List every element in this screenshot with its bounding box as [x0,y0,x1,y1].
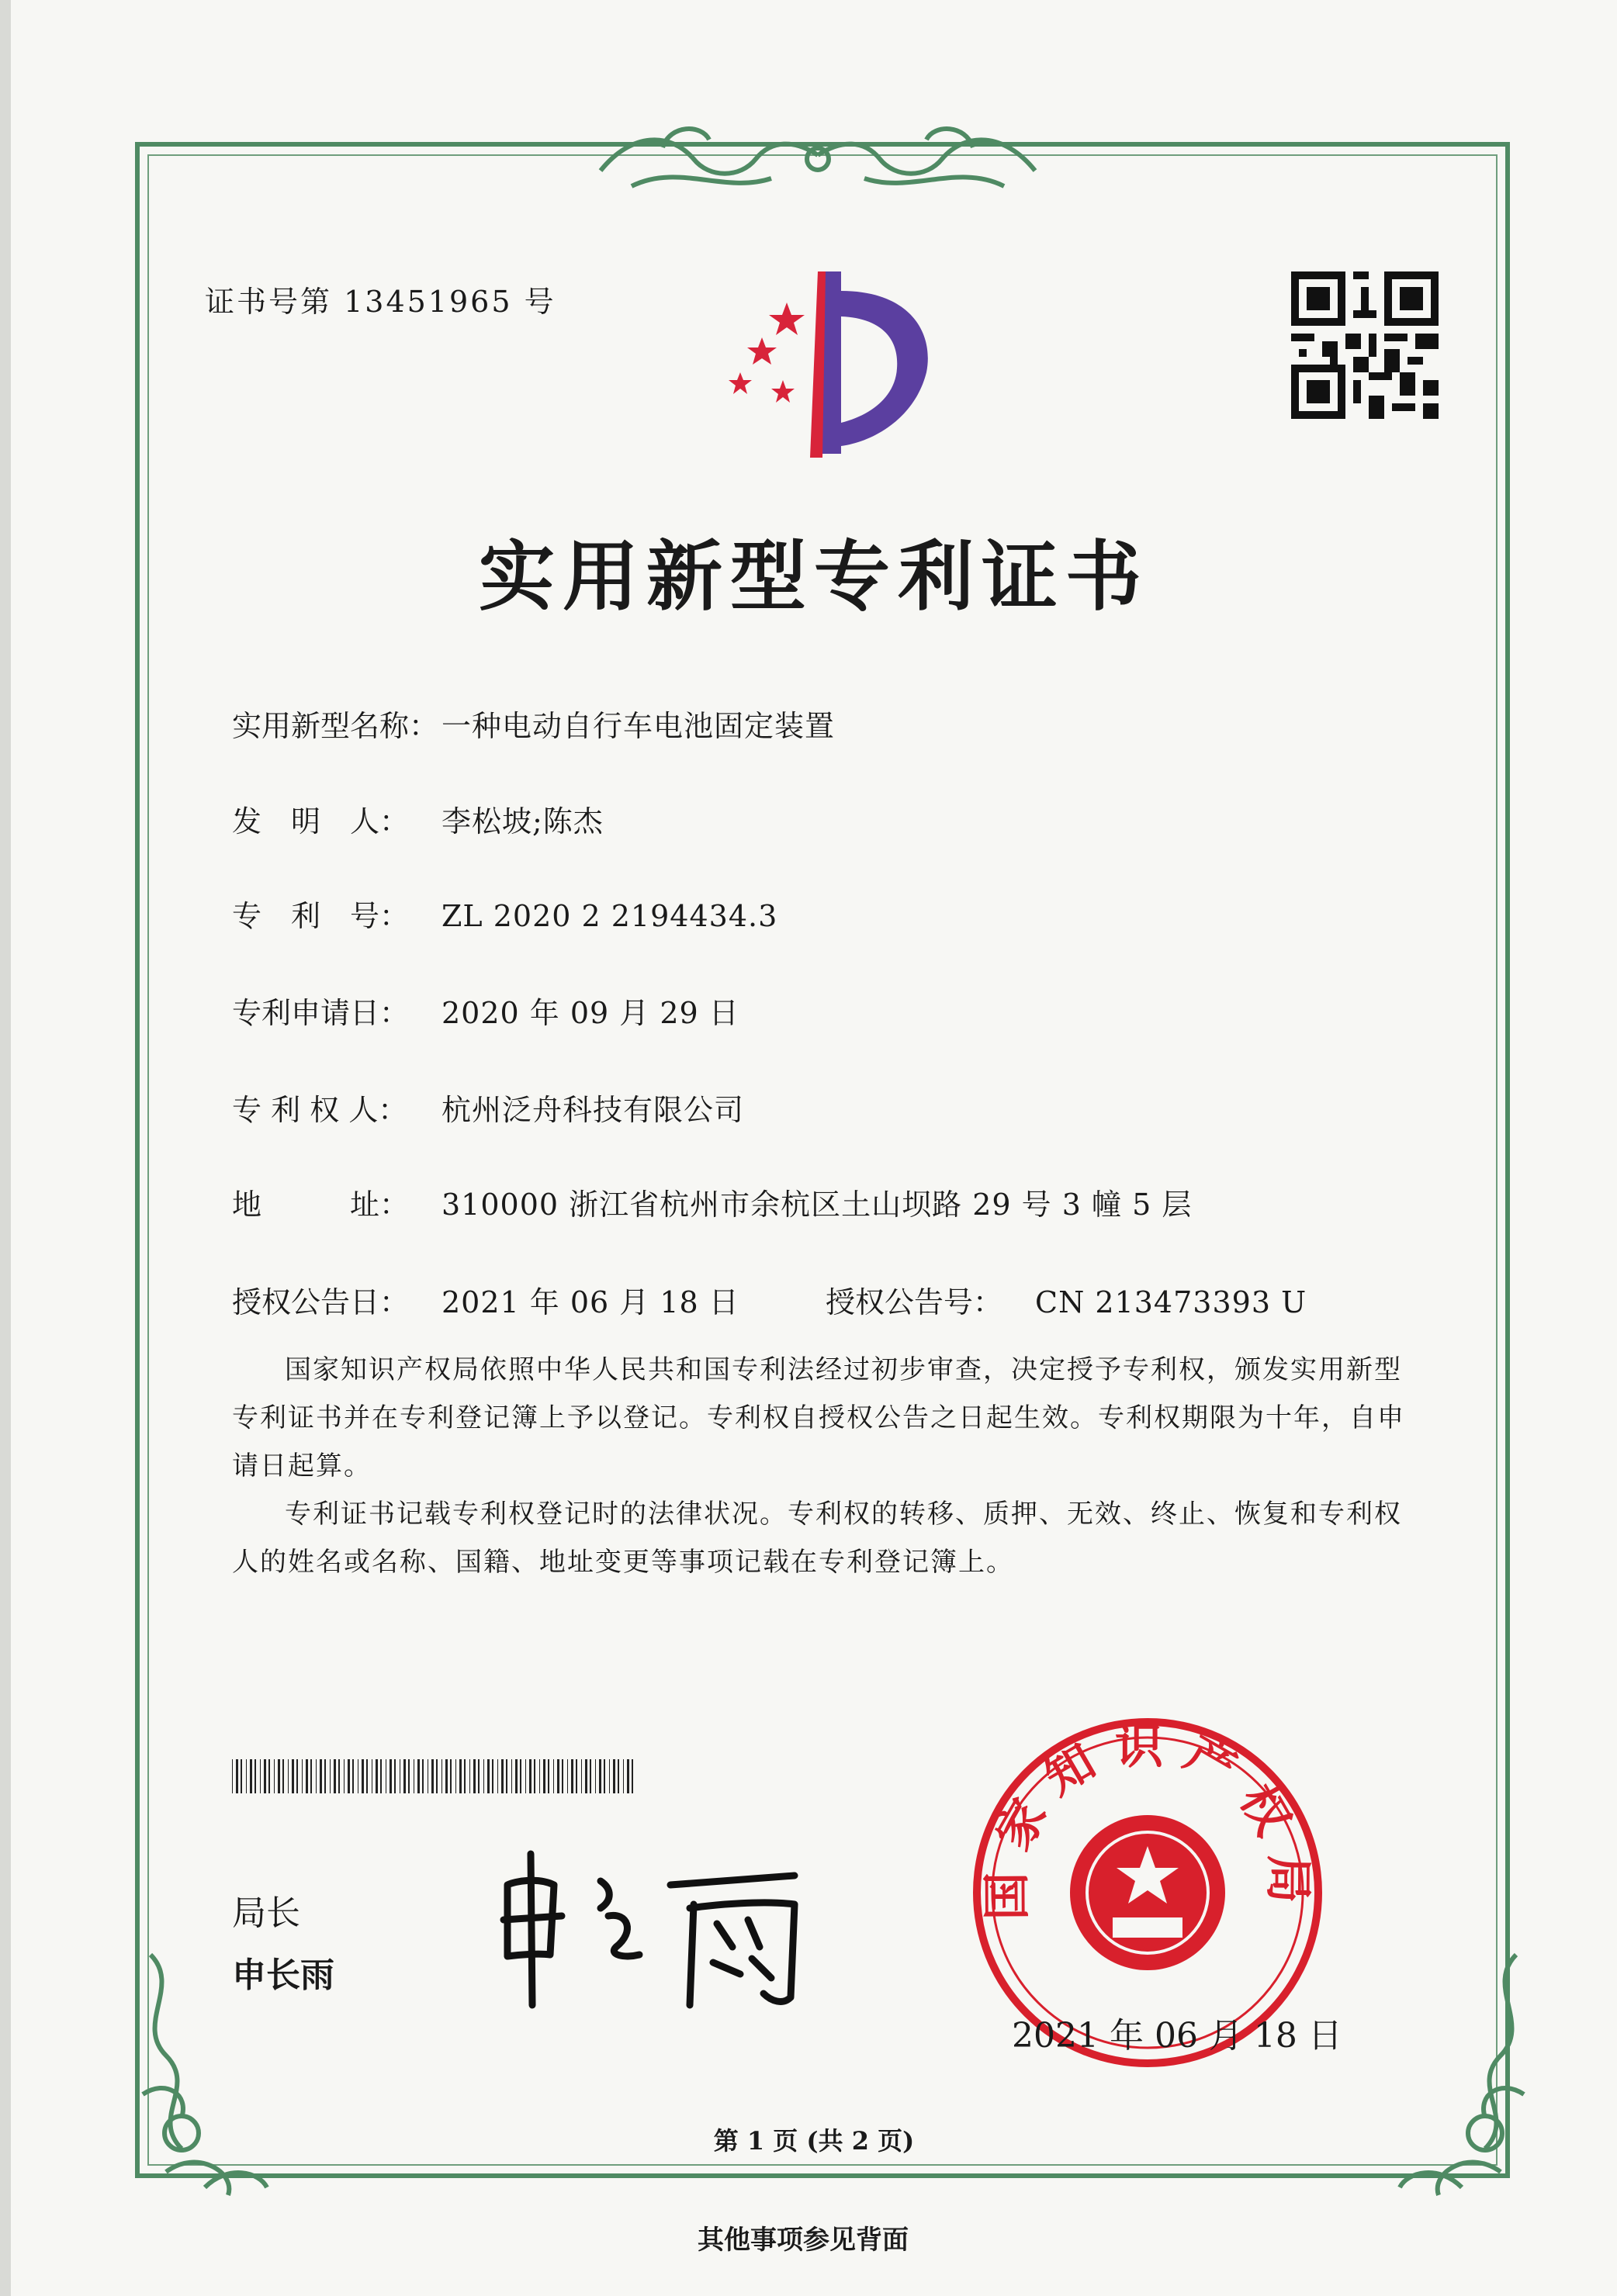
barcode-bar [408,1759,410,1793]
barcode-bar [585,1759,587,1793]
field-announcement-number [826,1278,1307,1321]
field-value: CN 213473393 U [1035,1285,1307,1319]
barcode-bar [557,1759,559,1793]
barcode-bar [609,1759,610,1793]
field-value: 2020 年 09 月 29 日 [441,996,739,1030]
barcode-bar [623,1759,624,1793]
barcode-bar [441,1759,442,1793]
field-value: 一种电动自行车电池固定装置 [441,709,836,743]
barcode-bar [338,1759,340,1793]
barcode-bar [254,1759,256,1793]
barcode-bar [282,1759,284,1793]
barcode-bar [417,1759,420,1793]
barcode-bar [422,1759,424,1793]
barcode-bar [581,1759,582,1793]
barcode-bar [632,1759,633,1793]
barcode-bar [483,1759,484,1793]
barcode-bar [473,1759,476,1793]
certificate-number-label: 证书号第 [205,285,333,319]
cnipa-logo-icon [709,264,942,465]
barcode-bar [469,1759,470,1793]
barcode-bar [445,1759,448,1793]
barcode-bar [567,1759,568,1793]
barcode-bar [478,1759,480,1793]
barcode-bar [376,1759,378,1793]
barcode-bar [455,1759,456,1793]
barcode-bar [525,1759,526,1793]
field-value: 杭州泛舟科技有限公司 [441,1093,745,1127]
barcode-bar [344,1759,345,1793]
field-label: 发 明 人： [232,804,410,839]
barcode-bar [288,1759,289,1793]
page-title: 实用新型专利证书 [478,532,1149,621]
barcode-bar [515,1759,518,1793]
legal-paragraph: 专利证书记载专利权登记时的法律状况。专利权的转移、质押、无效、终止、恢复和专利权人的姓名或名称、国籍、地址变更等事项记载在专利登记簿上。 [232,1499,1402,1578]
barcode-bar [334,1759,336,1793]
barcode-bar [501,1759,504,1793]
barcode-bar [459,1759,462,1793]
field-inventor [232,797,604,840]
barcode-bar [264,1759,266,1793]
field-value: ZL 2020 2 2194434.3 [441,899,778,933]
barcode-bar [241,1759,242,1793]
barcode-bar [296,1759,298,1793]
barcode-bar [576,1759,577,1793]
barcode-bar [627,1759,629,1793]
barcode-bar [543,1759,545,1793]
field-label: 授权公告日： [232,1285,410,1319]
certificate-number-value: 13451965 [344,285,513,319]
barcode-bar [548,1759,549,1793]
field-value: 李松坡;陈杰 [441,804,604,839]
field-label: 实用新型名称： [232,709,439,743]
barcode-bar [511,1759,512,1793]
top-ornament-icon [585,116,1051,202]
certificate-number-suffix: 号 [524,285,556,319]
barcode-bar [599,1759,601,1793]
director-name: 申长雨 [232,1955,334,1995]
field-grant-date [232,1278,739,1321]
barcode-icon [232,1759,635,1793]
barcode-bar [330,1759,331,1793]
barcode-bar [464,1759,466,1793]
field-label: 专 利 号： [232,899,410,933]
back-note: 其他事项参见背面 [698,2225,909,2256]
barcode-bar [250,1759,252,1793]
field-patentee [232,1086,744,1129]
barcode-bar [595,1759,596,1793]
field-label: 地 址： [232,1188,410,1222]
seal-text: 国家知识产权局 [978,1717,1317,1921]
barcode-bar [571,1759,573,1793]
barcode-bar [562,1759,563,1793]
barcode-bar [520,1759,521,1793]
field-label: 专利申请日： [232,996,410,1030]
barcode-bar [403,1759,406,1793]
barcode-bar [278,1759,280,1793]
field-application-date [232,989,739,1032]
barcode-bar [352,1759,354,1793]
barcode-bar [492,1759,493,1793]
barcode-bar [497,1759,498,1793]
barcode-bar [316,1759,317,1793]
field-value: 2021 年 06 月 18 日 [441,1285,739,1319]
page-number: 第 1 页 (共 2 页) [713,2126,915,2156]
legal-paragraph: 国家知识产权局依照中华人民共和国专利法经过初步审查，决定授予专利权，颁发实用新型专利证书并在专利登记簿上予以登记。专利权自授权公告之日起生效。专利权期限为十年，自申请日起算。 [232,1354,1405,1482]
barcode-bar [380,1759,382,1793]
barcode-bar [553,1759,554,1793]
barcode-bar [348,1759,350,1793]
barcode-bar [534,1759,535,1793]
barcode-bar [390,1759,392,1793]
barcode-bar [362,1759,364,1793]
barcode-bar [450,1759,452,1793]
barcode-bar [246,1759,247,1793]
barcode-bar [590,1759,591,1793]
barcode-bar [506,1759,507,1793]
barcode-bar [539,1759,540,1793]
certificate-sheet [11,0,1617,2296]
barcode-bar [320,1759,322,1793]
barcode-bar [232,1759,233,1793]
director-title: 局长 [232,1893,300,1933]
barcode-bar [274,1759,275,1793]
barcode-bar [302,1759,303,1793]
barcode-bar [268,1759,270,1793]
barcode-bar [431,1759,434,1793]
director-signature [484,1838,833,2017]
seal-date: 2021 年 06 月 18 日 [1012,2016,1342,2056]
barcode-bar [310,1759,312,1793]
field-value: 310000 浙江省杭州市余杭区土山坝路 29 号 3 幢 5 层 [441,1188,1193,1222]
barcode-bar [292,1759,294,1793]
legal-text [232,1346,1427,1586]
field-address [232,1181,1192,1223]
barcode-bar [604,1759,605,1793]
field-label: 专 利 权 人： [232,1093,408,1127]
barcode-bar [236,1759,238,1793]
certificate-number [205,278,556,320]
barcode-bar [260,1759,261,1793]
field-patent-number [232,892,777,935]
barcode-bar [366,1759,368,1793]
qr-code-icon [1291,271,1439,419]
bottom-right-ornament-icon [1392,1939,1547,2203]
barcode-bar [618,1759,619,1793]
barcode-bar [487,1759,490,1793]
field-label: 授权公告号： [826,1285,1003,1319]
barcode-bar [529,1759,531,1793]
barcode-bar [306,1759,308,1793]
barcode-bar [613,1759,615,1793]
barcode-bar [436,1759,438,1793]
barcode-bar [394,1759,396,1793]
field-utility-model-name [232,702,835,745]
barcode-bar [324,1759,326,1793]
